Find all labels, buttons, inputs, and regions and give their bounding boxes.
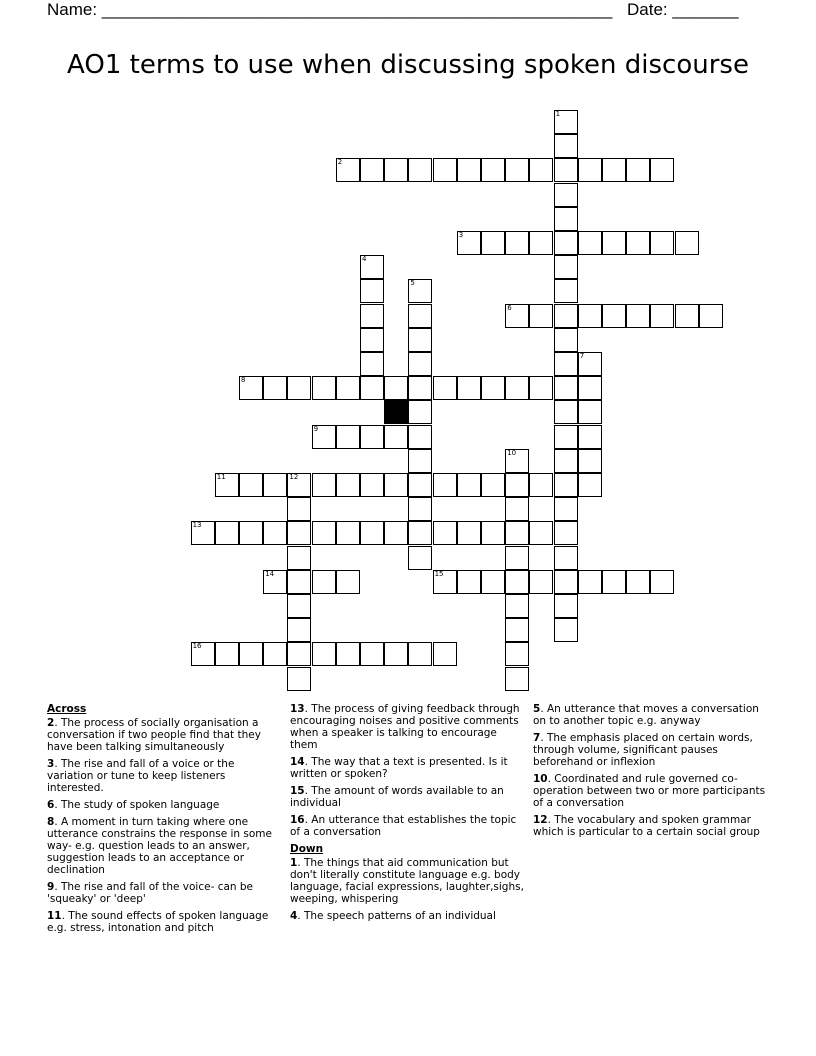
crossword-cell[interactable]	[287, 521, 311, 545]
clues-column-3	[533, 703, 769, 843]
crossword-cell[interactable]	[554, 231, 578, 255]
crossword-cell[interactable]	[578, 304, 602, 328]
crossword-cell[interactable]	[554, 207, 578, 231]
crossword-cell[interactable]	[505, 376, 529, 400]
crossword-cell[interactable]	[626, 231, 650, 255]
clue	[290, 703, 526, 751]
clue-number: 9	[313, 424, 319, 433]
clue-text: . The amount of words available to an individual	[290, 785, 504, 809]
clue	[47, 816, 283, 876]
crossword-cell[interactable]	[360, 328, 384, 352]
crossword-cell[interactable]	[481, 521, 505, 545]
crossword-cell[interactable]	[191, 521, 215, 545]
clue	[290, 910, 526, 922]
crossword-cell[interactable]	[384, 425, 408, 449]
clues-column-2	[290, 703, 526, 927]
clue-number: 4	[362, 255, 367, 264]
crossword-cell[interactable]	[481, 376, 505, 400]
crossword-cell[interactable]	[239, 376, 263, 400]
crossword-cell[interactable]	[481, 570, 505, 594]
crossword-cell[interactable]	[408, 158, 432, 182]
clue	[290, 785, 526, 809]
clue-number: 13	[192, 521, 202, 530]
clue-text: . An utterance that establishes the topic of a conversation	[290, 814, 517, 838]
clue-number: 16	[290, 814, 305, 826]
clue	[533, 773, 769, 809]
crossword-cell[interactable]	[408, 304, 432, 328]
crossword-cell[interactable]	[505, 546, 529, 570]
crossword-cell[interactable]	[505, 618, 529, 642]
crossword-cell[interactable]	[529, 231, 553, 255]
crossword-cell[interactable]	[578, 158, 602, 182]
crossword-cell[interactable]	[263, 642, 287, 666]
crossword-cell[interactable]	[554, 618, 578, 642]
crossword-cell[interactable]	[554, 425, 578, 449]
crossword-cell[interactable]	[408, 521, 432, 545]
clue	[47, 910, 283, 934]
crossword-cell[interactable]	[481, 158, 505, 182]
crossword-cell[interactable]	[554, 400, 578, 424]
clue	[290, 814, 526, 838]
crossword-cell[interactable]	[360, 304, 384, 328]
crossword-cell[interactable]	[263, 570, 287, 594]
crossword-cell[interactable]	[505, 667, 529, 691]
clue	[47, 717, 283, 753]
clue-text: . A moment in turn taking where one utterance constrains the response in some way- e.g. question leads to an answer, suggestion leads to an acceptance or declination	[47, 816, 272, 876]
clue-number: 6	[47, 799, 55, 811]
clue-number: 5	[410, 279, 415, 288]
clue-text: . The study of spoken language	[54, 799, 220, 811]
crossword-cell[interactable]	[554, 570, 578, 594]
clue	[290, 756, 526, 780]
crossword-cell[interactable]	[529, 376, 553, 400]
crossword-cell[interactable]	[602, 570, 626, 594]
crossword-cell[interactable]	[675, 304, 699, 328]
crossword-cell[interactable]	[239, 642, 263, 666]
crossword-cell[interactable]	[505, 304, 529, 328]
crossword-cell[interactable]	[408, 328, 432, 352]
crossword-cell[interactable]	[287, 473, 311, 497]
crossword-cell[interactable]	[408, 425, 432, 449]
clue-text: . The process of giving feedback through encouraging noises and positive comments when a speaker is talking to encourage them	[290, 703, 520, 751]
crossword-cell[interactable]	[505, 570, 529, 594]
crossword-cell[interactable]	[360, 473, 384, 497]
crossword-cell[interactable]	[505, 642, 529, 666]
crossword-cell[interactable]	[433, 473, 457, 497]
crossword-cell[interactable]	[505, 594, 529, 618]
crossword-cell[interactable]	[433, 376, 457, 400]
clue-text: . The emphasis placed on certain words, through volume, significant pauses beforehand or inflexion	[533, 732, 753, 768]
clue	[47, 799, 283, 811]
clue-text: . The rise and fall of a voice or the variation or tune to keep listeners interested.	[47, 758, 235, 794]
clue-number: 7	[579, 352, 585, 360]
crossword-cell[interactable]	[360, 425, 384, 449]
crossword-cell[interactable]	[263, 376, 287, 400]
crossword-cell[interactable]	[650, 231, 674, 255]
crossword-cell[interactable]	[602, 231, 626, 255]
clue-number: 14	[290, 756, 305, 768]
crossword-cell[interactable]	[626, 570, 650, 594]
crossword-cell[interactable]	[408, 546, 432, 570]
crossword-cell[interactable]	[554, 134, 578, 158]
crossword-cell[interactable]	[650, 304, 674, 328]
name-field[interactable]: ______________________________________________________	[101, 0, 613, 19]
crossword-cell[interactable]	[384, 642, 408, 666]
crossword-cell[interactable]	[408, 473, 432, 497]
crossword-cell[interactable]	[360, 642, 384, 666]
crossword-cell[interactable]	[336, 425, 360, 449]
clue-text: . The things that aid communication but don't literally constitute language e.g. body language, facial expressions, laughter,sighs, weeping, whispering	[290, 857, 524, 905]
clue-number: 8	[241, 376, 246, 385]
clue-number: 10	[533, 773, 548, 785]
crossword-cell[interactable]	[263, 521, 287, 545]
crossword-cell[interactable]	[312, 376, 336, 400]
crossword-cell[interactable]	[650, 570, 674, 594]
crossword-cell[interactable]	[336, 473, 360, 497]
crossword-cell[interactable]	[529, 473, 553, 497]
crossword-cell[interactable]	[457, 473, 481, 497]
crossword-cell[interactable]	[578, 449, 602, 473]
page-title: AO1 terms to use when discussing spoken discourse	[67, 50, 749, 80]
crossword-cell[interactable]	[433, 642, 457, 666]
crossword-cell[interactable]	[529, 570, 553, 594]
crossword-cell[interactable]	[505, 449, 529, 473]
crossword-cell[interactable]	[360, 255, 384, 279]
crossword-cell[interactable]	[505, 231, 529, 255]
crossword-cell[interactable]	[408, 400, 432, 424]
crossword-cell[interactable]	[554, 279, 578, 303]
crossword-cell[interactable]	[554, 328, 578, 352]
crossword-cell[interactable]	[505, 473, 529, 497]
crossword-cell[interactable]	[312, 642, 336, 666]
crossword-cell[interactable]	[408, 279, 432, 303]
crossword-cell[interactable]	[554, 521, 578, 545]
clue-number: 1	[555, 110, 561, 118]
crossword-cell[interactable]	[554, 255, 578, 279]
crossword-cell[interactable]	[433, 158, 457, 182]
crossword-cell[interactable]	[360, 279, 384, 303]
crossword-cell[interactable]	[554, 183, 578, 207]
clue-number: 11	[47, 910, 62, 922]
name-label: Name:	[47, 0, 102, 19]
crossword-cell[interactable]	[578, 376, 602, 400]
clue-number: 6	[507, 303, 512, 312]
black-cell	[384, 400, 408, 424]
crossword-cell[interactable]	[408, 497, 432, 521]
clue-number: 3	[458, 231, 464, 239]
crossword-cell[interactable]	[578, 352, 602, 376]
crossword-cell[interactable]	[215, 521, 239, 545]
crossword-cell[interactable]	[312, 570, 336, 594]
crossword-cell[interactable]	[287, 642, 311, 666]
clue	[290, 857, 526, 905]
crossword-cell[interactable]	[481, 473, 505, 497]
crossword-cell[interactable]	[481, 231, 505, 255]
clue	[533, 732, 769, 768]
clue-text: . The vocabulary and spoken grammar which is particular to a certain social group	[533, 814, 760, 838]
across-heading: Across	[47, 703, 87, 715]
crossword-cell[interactable]	[554, 158, 578, 182]
crossword-cell[interactable]	[529, 521, 553, 545]
crossword-cell[interactable]	[602, 158, 626, 182]
crossword-cell[interactable]	[602, 304, 626, 328]
crossword-cell[interactable]	[239, 521, 263, 545]
crossword-cell[interactable]	[360, 158, 384, 182]
clue-text: . The speech patterns of an individual	[297, 910, 496, 922]
crossword-cell[interactable]	[384, 473, 408, 497]
date-field[interactable]: _______	[672, 0, 739, 19]
crossword-cell[interactable]	[578, 425, 602, 449]
crossword-cell[interactable]	[312, 425, 336, 449]
crossword-cell[interactable]	[336, 376, 360, 400]
clue-number: 9	[47, 881, 55, 893]
crossword-cell[interactable]	[457, 376, 481, 400]
clue-number: 1	[290, 857, 298, 869]
crossword-cell[interactable]	[554, 473, 578, 497]
crossword-cell[interactable]	[287, 618, 311, 642]
clue-number: 8	[47, 816, 55, 828]
crossword-cell[interactable]	[360, 352, 384, 376]
clue-number: 11	[216, 473, 226, 481]
crossword-cell[interactable]	[457, 570, 481, 594]
clue	[47, 881, 283, 905]
crossword-cell[interactable]	[191, 642, 215, 666]
crossword-cell[interactable]	[408, 449, 432, 473]
crossword-cell[interactable]	[287, 667, 311, 691]
crossword-cell[interactable]	[505, 521, 529, 545]
crossword-cell[interactable]	[578, 570, 602, 594]
crossword-cell[interactable]	[384, 521, 408, 545]
crossword-cell[interactable]	[287, 497, 311, 521]
clue-text: . The rise and fall of the voice- can be 'squeaky' or 'deep'	[47, 881, 254, 905]
clue-number: 2	[47, 717, 55, 729]
crossword-cell[interactable]	[554, 110, 578, 134]
crossword-cell[interactable]	[457, 231, 481, 255]
crossword-cell[interactable]	[554, 352, 578, 376]
crossword-cell[interactable]	[336, 521, 360, 545]
crossword-cell[interactable]	[287, 570, 311, 594]
crossword-cell[interactable]	[360, 376, 384, 400]
crossword-cell[interactable]	[287, 546, 311, 570]
crossword-cell[interactable]	[457, 158, 481, 182]
crossword-cell[interactable]	[408, 352, 432, 376]
clue-number: 16	[192, 642, 202, 651]
crossword-cell[interactable]	[336, 158, 360, 182]
clue-number: 15	[434, 569, 444, 578]
crossword-cell[interactable]	[626, 158, 650, 182]
crossword-cell[interactable]	[675, 231, 699, 255]
clue-number: 3	[47, 758, 55, 770]
crossword-cell[interactable]	[312, 473, 336, 497]
clue	[533, 814, 769, 838]
crossword-cell[interactable]	[505, 158, 529, 182]
crossword-cell[interactable]	[529, 158, 553, 182]
crossword-cell[interactable]	[699, 304, 723, 328]
crossword-cell[interactable]	[554, 449, 578, 473]
crossword-cell[interactable]	[554, 376, 578, 400]
clue-number: 10	[507, 448, 517, 457]
crossword-cell[interactable]	[554, 497, 578, 521]
clue	[47, 758, 283, 794]
crossword-cell[interactable]	[554, 304, 578, 328]
crossword-cell[interactable]	[529, 304, 553, 328]
crossword-cell[interactable]	[433, 570, 457, 594]
clue-number: 12	[289, 473, 299, 481]
clue-text: . The process of socially organisation a conversation if two people find that they have been talking simultaneously	[47, 717, 261, 753]
crossword-cell[interactable]	[578, 231, 602, 255]
crossword-cell[interactable]	[578, 473, 602, 497]
clue	[533, 703, 769, 727]
crossword-cell[interactable]	[384, 376, 408, 400]
clue-number: 4	[290, 910, 298, 922]
crossword-cell[interactable]	[336, 570, 360, 594]
clue-text: . Coordinated and rule governed co-operation between two or more participants of a conversation	[533, 773, 766, 809]
crossword-cell[interactable]	[336, 642, 360, 666]
date-label: Date:	[627, 0, 673, 19]
crossword-cell[interactable]	[578, 400, 602, 424]
crossword-cell[interactable]	[263, 473, 287, 497]
clues-column-1	[47, 703, 283, 939]
clue-text: . The sound effects of spoken language e.g. stress, intonation and pitch	[47, 910, 269, 934]
crossword-cell[interactable]	[239, 473, 263, 497]
crossword-cell[interactable]	[287, 594, 311, 618]
crossword-cell[interactable]	[408, 376, 432, 400]
clue-text: . An utterance that moves a conversation on to another topic e.g. anyway	[533, 703, 759, 727]
crossword-cell[interactable]	[215, 642, 239, 666]
clue-number: 5	[533, 703, 541, 715]
crossword-cell[interactable]	[554, 546, 578, 570]
clue-number: 13	[290, 703, 305, 715]
crossword-cell[interactable]	[384, 158, 408, 182]
crossword-cell[interactable]	[650, 158, 674, 182]
clue-number: 14	[265, 569, 275, 578]
clue-number: 7	[533, 732, 541, 744]
clue-number: 12	[533, 814, 548, 826]
clue-number: 15	[290, 785, 305, 797]
crossword-cell[interactable]	[433, 521, 457, 545]
crossword-cell[interactable]	[554, 594, 578, 618]
crossword-cell[interactable]	[360, 521, 384, 545]
clue-number: 2	[337, 158, 343, 167]
crossword-cell[interactable]	[287, 376, 311, 400]
crossword-cell[interactable]	[215, 473, 239, 497]
crossword-cell[interactable]	[312, 521, 336, 545]
down-heading: Down	[290, 843, 324, 855]
crossword-cell[interactable]	[505, 497, 529, 521]
crossword-cell[interactable]	[457, 521, 481, 545]
crossword-cell[interactable]	[626, 304, 650, 328]
clue-text: . The way that a text is presented. Is it written or spoken?	[290, 756, 508, 780]
crossword-cell[interactable]	[408, 642, 432, 666]
